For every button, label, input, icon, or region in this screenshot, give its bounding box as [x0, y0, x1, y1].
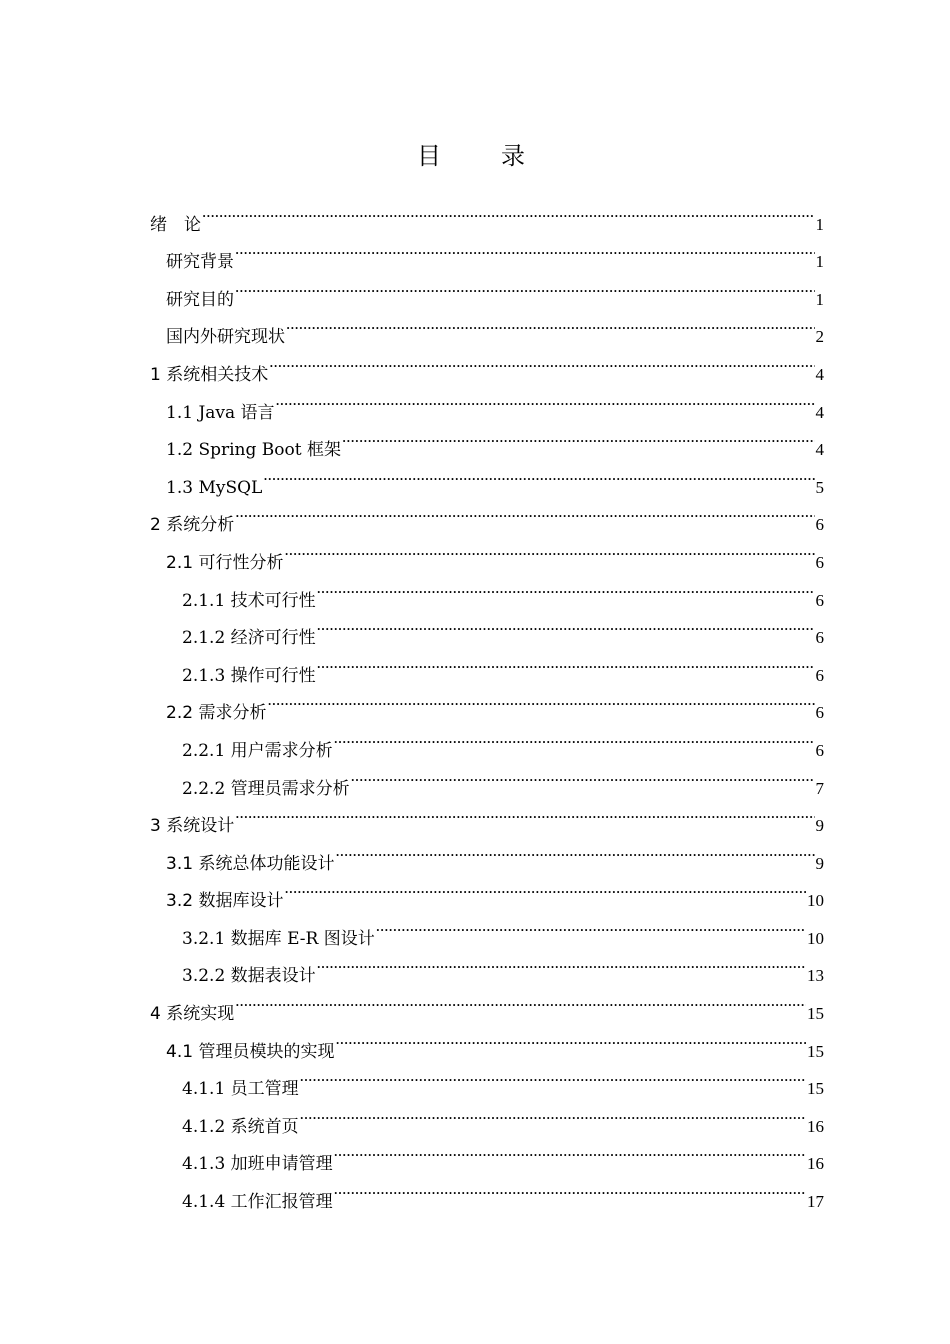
- toc-entry-text: 3.2 数据库设计: [166, 891, 284, 912]
- toc-entry-text: 2.1.2 经济可行性: [182, 628, 316, 649]
- toc-entry-text: 2.1.1 技术可行性: [182, 590, 316, 611]
- toc-entry[interactable]: [150, 1019, 824, 1062]
- toc-leader-dots: [376, 906, 806, 944]
- toc-leader-dots: [317, 643, 815, 681]
- toc-leader-dots: [334, 1132, 806, 1170]
- toc-page-number: 17: [807, 1192, 824, 1212]
- toc-leader-dots: [235, 794, 814, 832]
- toc-title: 目 录: [417, 142, 543, 170]
- toc-entry[interactable]: [150, 192, 824, 235]
- toc-entry-text: 2 系统分析: [150, 515, 235, 536]
- toc-list: [150, 192, 824, 1213]
- toc-entry-text: 2.2 需求分析: [166, 703, 267, 724]
- toc-page-number: 1: [815, 289, 824, 309]
- toc-leader-dots: [300, 1057, 806, 1095]
- toc-page-number: 6: [815, 590, 824, 610]
- toc-leader-dots: [263, 455, 814, 493]
- toc-page-number: 15: [807, 1041, 824, 1061]
- toc-page-number: 10: [807, 891, 824, 911]
- toc-leader-dots: [269, 342, 814, 380]
- toc-page-number: 6: [815, 628, 824, 648]
- toc-leader-dots: [267, 681, 814, 719]
- toc-page-number: 5: [815, 477, 824, 497]
- toc-page-number: 2: [815, 327, 824, 347]
- toc-page-number: 7: [815, 778, 824, 798]
- toc-entry[interactable]: [150, 530, 824, 573]
- toc-entry-text: 1.3 MySQL: [166, 477, 263, 498]
- toc-leader-dots: [235, 981, 806, 1019]
- toc-leader-dots: [334, 718, 815, 756]
- toc-page-number: 4: [815, 440, 824, 460]
- toc-page-number: 4: [815, 402, 824, 422]
- toc-entry-text: 3 系统设计: [150, 816, 235, 837]
- toc-entry[interactable]: [150, 230, 824, 273]
- toc-leader-dots: [351, 756, 815, 794]
- toc-page-number: 9: [815, 853, 824, 873]
- toc-leader-dots: [202, 192, 815, 230]
- toc-entry[interactable]: [150, 493, 824, 536]
- toc-entry-text: 4.1.3 加班申请管理: [182, 1154, 333, 1175]
- toc-entry-text: 1.2 Spring Boot 框架: [166, 440, 341, 461]
- toc-leader-dots: [317, 606, 815, 644]
- toc-entry-text: 2.1 可行性分析: [166, 552, 284, 573]
- toc-page-number: 6: [815, 665, 824, 685]
- toc-leader-dots: [235, 267, 815, 305]
- toc-page-number: 16: [807, 1154, 824, 1174]
- toc-leader-dots: [317, 568, 815, 606]
- toc-entry-text: 4.1.2 系统首页: [182, 1116, 299, 1137]
- toc-page-number: 16: [807, 1116, 824, 1136]
- toc-entry-text: 3.2.2 数据表设计: [182, 966, 316, 987]
- toc-page-number: 6: [815, 703, 824, 723]
- toc-page-number: 4: [815, 364, 824, 384]
- toc-leader-dots: [276, 380, 815, 418]
- toc-leader-dots: [286, 305, 815, 343]
- toc-entry[interactable]: [150, 305, 824, 348]
- toc-page-number: 9: [815, 816, 824, 836]
- toc-entry-text: 1 系统相关技术: [150, 364, 269, 385]
- toc-leader-dots: [235, 493, 814, 531]
- toc-leader-dots: [300, 1094, 806, 1132]
- toc-entry-text: 研究背景: [166, 252, 234, 273]
- toc-page-number: 1: [815, 252, 824, 272]
- toc-entry[interactable]: [150, 267, 824, 310]
- toc-entry[interactable]: [150, 981, 824, 1025]
- toc-leader-dots: [335, 1019, 806, 1057]
- toc-page-number: 6: [815, 552, 824, 572]
- toc-entry[interactable]: [150, 794, 824, 837]
- toc-page-number: 6: [815, 740, 824, 760]
- toc-entry-text: 研究目的: [166, 289, 234, 310]
- toc-entry-text: 4.1 管理员模块的实现: [166, 1041, 335, 1062]
- toc-page-number: 13: [807, 966, 824, 986]
- toc-leader-dots: [284, 530, 814, 568]
- toc-leader-dots: [342, 418, 815, 456]
- toc-leader-dots: [317, 944, 806, 982]
- toc-entry-text: 4.1.4 工作汇报管理: [182, 1192, 333, 1213]
- toc-entry-text: 1.1 Java 语言: [166, 402, 275, 423]
- toc-leader-dots: [235, 230, 815, 268]
- toc-entry-text: 3.1 系统总体功能设计: [166, 853, 335, 874]
- toc-entry[interactable]: [150, 831, 824, 874]
- toc-entry-text: 绪 论: [150, 214, 201, 235]
- toc-entry-text: 4 系统实现: [150, 1004, 235, 1025]
- toc-leader-dots: [284, 869, 806, 907]
- toc-entry-text: 2.1.3 操作可行性: [182, 665, 316, 686]
- toc-leader-dots: [335, 831, 814, 869]
- toc-entry-text: 国内外研究现状: [166, 327, 285, 348]
- toc-entry-text: 2.2.1 用户需求分析: [182, 740, 333, 761]
- toc-entry-text: 3.2.1 数据库 E-R 图设计: [182, 928, 375, 949]
- toc-page-number: 1: [815, 214, 824, 234]
- toc-entry-text: 4.1.1 员工管理: [182, 1079, 299, 1100]
- toc-leader-dots: [334, 1169, 806, 1207]
- toc-page-number: 6: [815, 515, 824, 535]
- toc-page-number: 15: [807, 1079, 824, 1099]
- toc-page-number: 10: [807, 928, 824, 948]
- toc-page-number: 15: [807, 1004, 824, 1024]
- toc-entry-text: 2.2.2 管理员需求分析: [182, 778, 350, 799]
